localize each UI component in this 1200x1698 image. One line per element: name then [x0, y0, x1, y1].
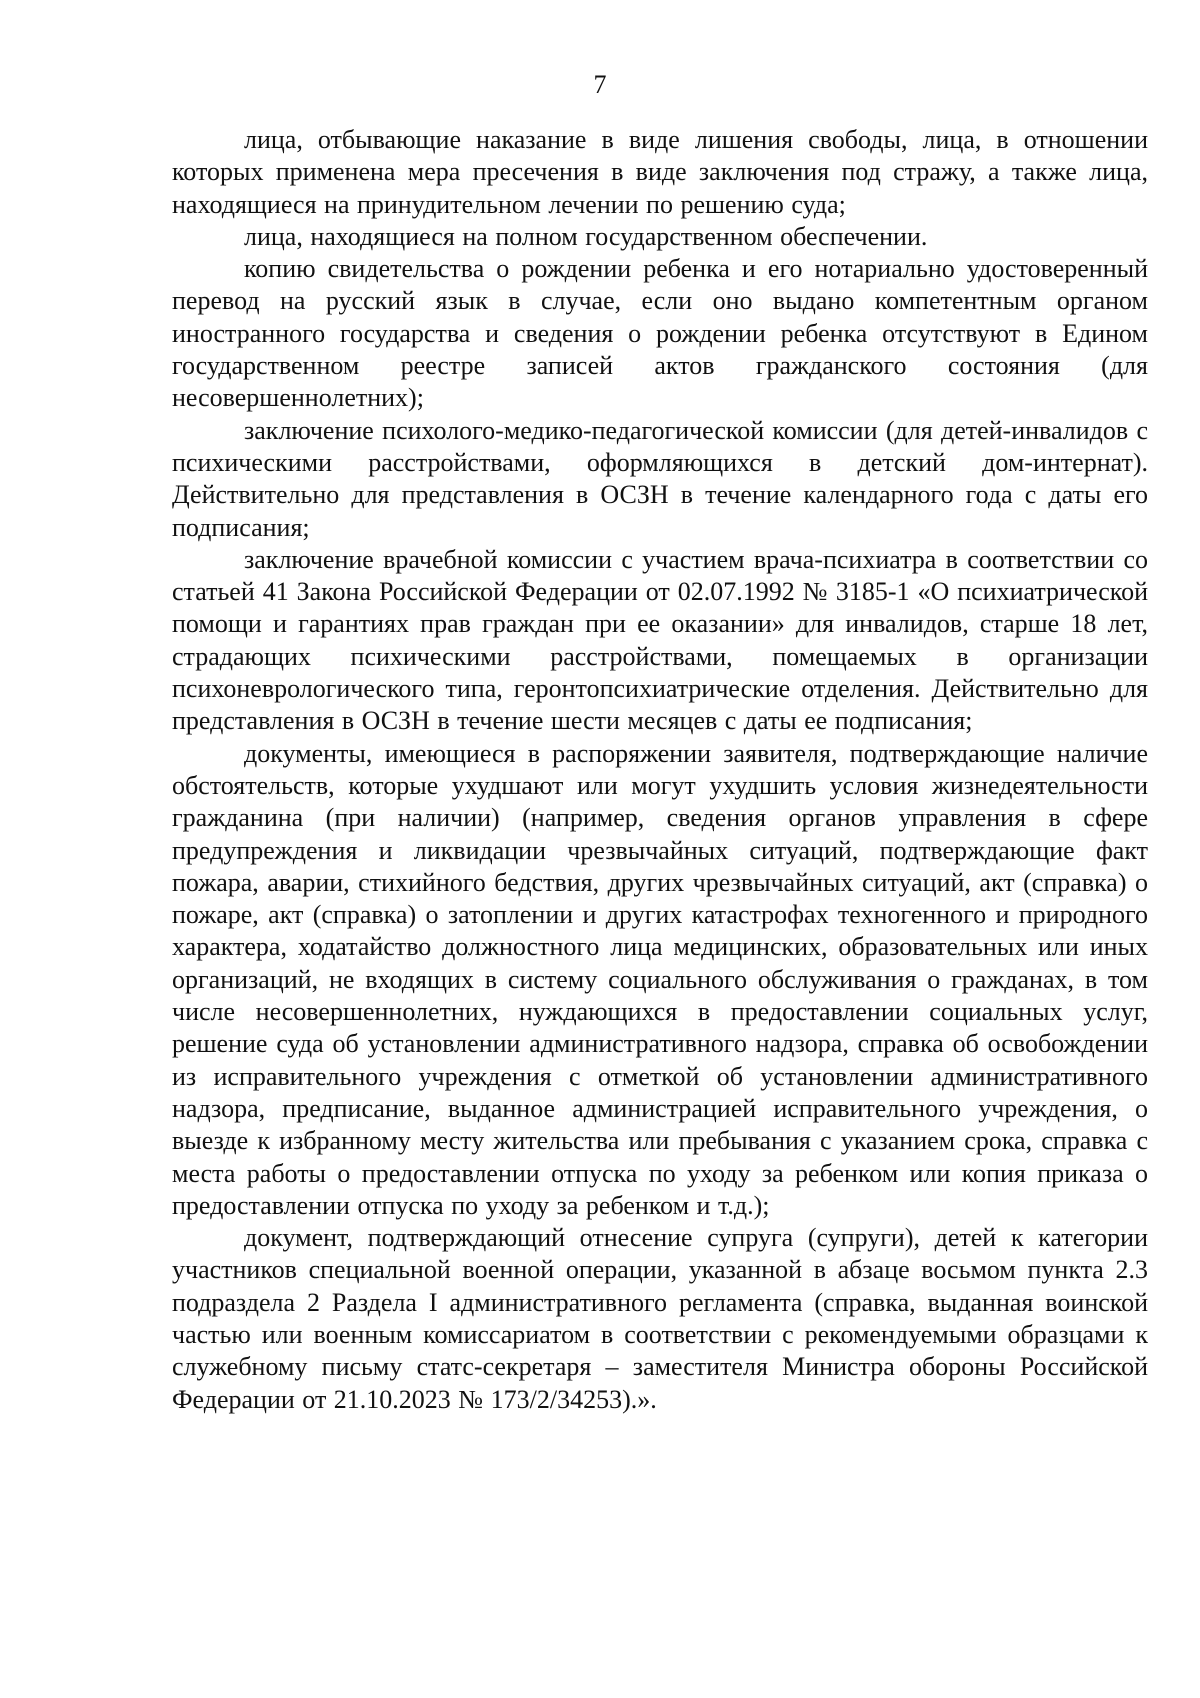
paragraph-birth-certificate: копию свидетельства о рождении ребенка и его нотариально удостоверенный перевод на русский язык в случае, если оно выдано компетентным органом иностранного государства и сведения о рождении ребенка отсутствуют в Едином государственном реестре записей актов гражданского состояния (для несовершеннолетних);: [172, 254, 1148, 413]
paragraph-pmpk-conclusion: заключение психолого-медико-педагогической комиссии (для детей-инвалидов с психическими расстройствами, оформляющихся в детский дом-интернат). Действительно для представления в ОСЗН в течение календарного года с даты его подписания;: [172, 415, 1148, 542]
paragraph-persons-full-state-support: лица, находящиеся на полном государственном обеспечении.: [244, 221, 928, 251]
document-body: [172, 124, 1148, 1416]
paragraph-svo-participant-document: документ, подтверждающий отнесение супруга (супруги), детей к категории участников специальной военной операции, указанной в абзаце восьмом пункта 2.3 подраздела 2 Раздела I административного регламента (справка, выданная воинской частью или военным комиссариатом в соответствии с рекомендуемыми образцами к служебному письму статс-секретаря – заместителя Министра обороны Российской Федерации от 21.10.2023 № 173/2/34253).».: [172, 1223, 1148, 1414]
page-number: 7: [593, 70, 607, 99]
paragraph-persons-deprived-of-liberty: лица, отбывающие наказание в виде лишения свободы, лица, в отношении которых применена мера пресечения в виде заключения под стражу, а также лица, находящиеся на принудительном лечении по решению суда;: [172, 125, 1148, 219]
paragraph-medical-commission-conclusion: заключение врачебной комиссии с участием врача-психиатра в соответствии со статьей 41 Закона Российской Федерации от 02.07.1992 № 3185-1 «О психиатрической помощи и гарантиях прав граждан при ее оказании» для инвалидов, старше 18 лет, страдающих психическими расстройствами, помещаемых в организации психоневрологического типа, геронтопсихиатрические отделения. Действительно для представления в ОСЗН в течение шести месяцев с даты ее подписания;: [172, 544, 1148, 736]
paragraph-supporting-documents: документы, имеющиеся в распоряжении заявителя, подтверждающие наличие обстоятельств, которые ухудшают или могут ухудшить условия жизнедеятельности гражданина (при наличии) (например, сведения органов управления в сфере предупреждения и ликвидации чрезвычайных ситуаций, подтверждающие факт пожара, аварии, стихийного бедствия, других чрезвычайных ситуаций, акт (справка) о пожаре, акт (справка) о затоплении и других катастрофах техногенного и природного характера, ходатайство должностного лица медицинских, образовательных или иных организаций, не входящих в систему социального обслуживания о гражданах, в том числе несовершеннолетних, нуждающихся в предоставлении социальных услуг, решение суда об установлении административного надзора, справка об освобождении из исправительного учреждения с отметкой об установлении административного надзора, предписание, выданное администрацией исправительного учреждения, о выезде к избранному месту жительства или пребывания с указанием срока, справка с места работы о предоставлении отпуска по уходу за ребенком или копия приказа о предоставлении отпуска по уходу за ребенком и т.д.);: [172, 738, 1148, 1220]
